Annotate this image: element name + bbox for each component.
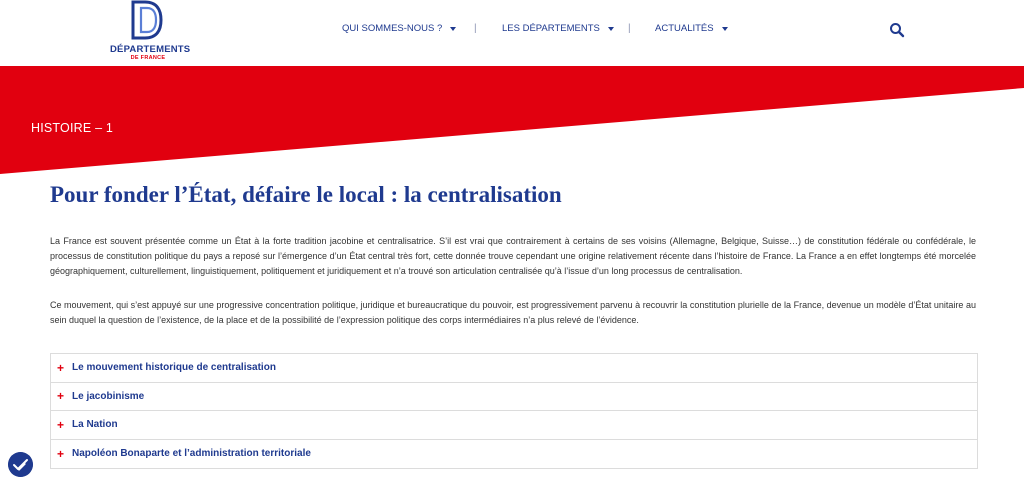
- nav-item-les-departements[interactable]: [502, 23, 614, 34]
- nav-item-label: ACTUALITÉS: [655, 23, 714, 34]
- cookie-consent-icon[interactable]: [8, 452, 33, 477]
- caret-down-icon: [608, 27, 614, 31]
- accordion-item[interactable]: [51, 354, 977, 383]
- nav-item-label: LES DÉPARTEMENTS: [502, 23, 600, 34]
- nav-item-label: QUI SOMMES-NOUS ?: [342, 23, 443, 34]
- page-banner: [0, 66, 1024, 174]
- page-title: Pour fonder l’État, défaire le local : la centralisation: [50, 182, 562, 207]
- plus-icon: +: [57, 417, 65, 432]
- accordion-item[interactable]: [51, 440, 977, 469]
- accordion-item-label: La Nation: [72, 419, 118, 431]
- plus-icon: +: [57, 389, 65, 404]
- search-icon[interactable]: [889, 22, 905, 38]
- logo-title: DÉPARTEMENTS: [110, 44, 191, 55]
- nav-separator: |: [474, 23, 477, 34]
- accordion-item[interactable]: [51, 383, 977, 412]
- intro-paragraph: La France est souvent présentée comme un État à la forte tradition jacobine et centralisatrice. S’il est vrai que contrairement à certains de ses voisins (Allemagne, Belgique, Suisse…) de constitution fédérale ou confédérale, le processus de constitution politique du pays a reposé sur l’émergence d’un État central très fort, cette donnée trouve cependant une origine relativement récente dans l’histoire de France. La France a en effet longtemps été morcelée géographiquement, culturellement, linguistiquement, politiquement et juridiquement et n’a trouvé son articulation centralisée qu’à l’issue d’un long processus de centralisation.: [50, 236, 976, 276]
- accordion-item[interactable]: [51, 411, 977, 440]
- banner-title: HISTOIRE – 1: [31, 121, 114, 135]
- site-logo[interactable]: [110, 0, 191, 64]
- nav-item-actualites[interactable]: [655, 23, 728, 34]
- plus-icon: +: [57, 446, 65, 461]
- nav-item-qui-sommes-nous[interactable]: [342, 23, 456, 34]
- nav-separator: |: [628, 23, 631, 34]
- departements-logo-icon: [129, 0, 169, 40]
- accordion-item-label: Napoléon Bonaparte et l’administration territoriale: [72, 448, 311, 460]
- logo-subtitle: DE FRANCE: [130, 55, 166, 61]
- caret-down-icon: [722, 27, 728, 31]
- plus-icon: +: [57, 360, 65, 375]
- accordion-item-label: Le jacobinisme: [72, 390, 145, 402]
- caret-down-icon: [450, 27, 456, 31]
- site-header: [0, 0, 1024, 66]
- intro-paragraph: Ce mouvement, qui s’est appuyé sur une progressive concentration politique, juridique et bureaucratique du pouvoir, est progressivement parvenu à recouvrir la constitution plurielle de la France, devenue un modèle d’État unitaire au sein duquel la question de l’existence, de la place et de la possibilité de l’expression politique des corps intermédiaires n’a plus relevé de l’évidence.: [50, 300, 976, 325]
- accordion: [50, 353, 978, 469]
- accordion-item-label: Le mouvement historique de centralisation: [72, 362, 276, 374]
